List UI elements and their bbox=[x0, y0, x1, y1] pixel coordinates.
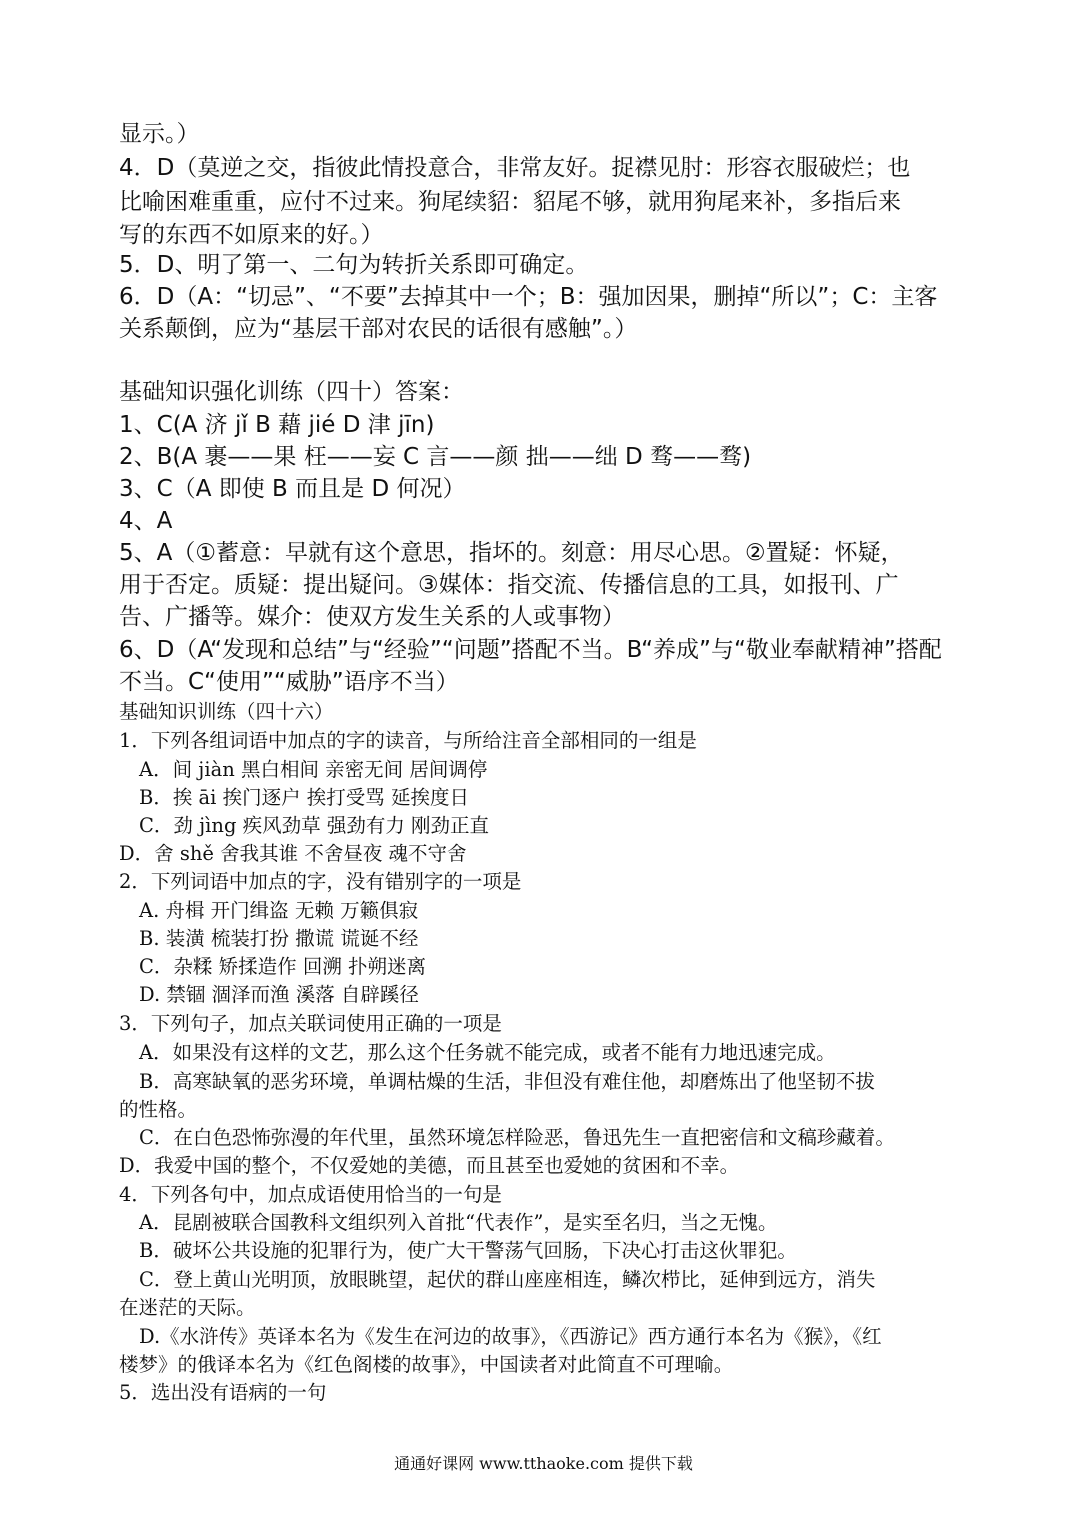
answers40-item-4: 4、A bbox=[119, 508, 173, 534]
question-4-option-d-line1: D.《水浒传》英译本名为《发生在河边的故事》，《西游记》西方通行本名为《猴》，《红 bbox=[139, 1325, 882, 1348]
question-1-option-d: D．舍 shě 舍我其谁 不舍昼夜 魂不守舍 bbox=[119, 842, 467, 865]
question-5-stem: 5．选出没有语病的一句 bbox=[119, 1381, 327, 1404]
question-3-option-a: A．如果没有这样的文艺，那么这个任务就不能完成，或者不能有力地迅速完成。 bbox=[139, 1041, 836, 1064]
page-footer: 通通好课网 www.tthaoke.com 提供下载 bbox=[394, 1454, 693, 1473]
question-3-option-b-line1: B．高寒缺氧的恶劣环境，单调枯燥的生活，非但没有难住他，却磨炼出了他坚韧不拔 bbox=[139, 1070, 875, 1093]
question-2-option-d: D. 禁锢 涸泽而渔 溪落 自辟蹊径 bbox=[139, 983, 419, 1006]
question-3-option-c: C．在白色恐怖弥漫的年代里，虽然环境怎样险恶，鲁迅先生一直把密信和文稿珍藏着。 bbox=[139, 1126, 895, 1149]
prev-answer-4-line2: 比喻困难重重，应付不过来。狗尾续貂：貂尾不够，就用狗尾来补，多指后来 bbox=[119, 189, 901, 215]
answers40-item-3: 3、C（A 即使 B 而且是 D 何况） bbox=[119, 476, 466, 502]
question-4-option-c-line2: 在迷茫的天际。 bbox=[119, 1296, 256, 1319]
question-1-option-c: C．劲 jìng 疾风劲草 强劲有力 刚劲正直 bbox=[139, 814, 490, 837]
question-4-option-a: A．昆剧被联合国教科文组织列入首批“代表作”，是实至名归，当之无愧。 bbox=[139, 1211, 778, 1234]
prev-answer-4-line1: 4．D（莫逆之交，指彼此情投意合，非常友好。捉襟见肘：形容衣服破烂；也 bbox=[119, 155, 911, 181]
question-2-option-a: A. 舟楫 开门缉盗 无赖 万籁俱寂 bbox=[139, 899, 419, 922]
question-4-option-b: B．破坏公共设施的犯罪行为，使广大干警荡气回肠，下决心打击这伙罪犯。 bbox=[139, 1239, 797, 1262]
exercise46-title: 基础知识训练（四十六） bbox=[119, 700, 334, 723]
question-4-stem: 4．下列各句中，加点成语使用恰当的一句是 bbox=[119, 1183, 502, 1206]
answers40-title: 基础知识强化训练（四十）答案： bbox=[119, 379, 464, 405]
prev-answer-line: 显示。） bbox=[119, 121, 200, 147]
prev-answer-5: 5．D、明了第一、二句为转折关系即可确定。 bbox=[119, 252, 589, 278]
question-3-option-b-line2: 的性格。 bbox=[119, 1098, 198, 1121]
answers40-item-5-line2: 用于否定。质疑：提出疑问。③媒体：指交流、传播信息的工具，如报刊、广 bbox=[119, 572, 899, 598]
question-1-option-b: B．挨 āi 挨门逐户 挨打受骂 延挨度日 bbox=[139, 786, 469, 809]
question-4-option-d-line2: 楼梦》的俄译本名为《红色阁楼的故事》，中国读者对此简直不可理喻。 bbox=[119, 1353, 734, 1376]
answers40-item-5-line1: 5、A（①蓄意：早就有这个意思，指坏的。刻意：用尽心思。②置疑：怀疑， bbox=[119, 540, 904, 566]
question-2-option-b: B. 装潢 梳装打扮 撒谎 谎诞不经 bbox=[139, 927, 419, 950]
question-3-stem: 3．下列句子，加点关联词使用正确的一项是 bbox=[119, 1012, 502, 1035]
question-2-stem: 2．下列词语中加点的字，没有错别字的一项是 bbox=[119, 870, 522, 893]
answers40-item-2: 2、B(A 裹——果 枉——妄 C 言——颜 拙——绌 D 骛——骛) bbox=[119, 444, 752, 470]
answers40-item-6-line1: 6、D（A“发现和总结”与“经验”“问题”搭配不当。B“养成”与“敬业奉献精神”搭配 bbox=[119, 637, 942, 663]
prev-answer-4-line3: 写的东西不如原来的好。） bbox=[119, 222, 384, 248]
prev-answer-6-line2: 关系颠倒，应为“基层干部对农民的话很有感触”。） bbox=[119, 316, 638, 342]
answers40-item-1: 1、C(A 济 jǐ B 藉 jié D 津 jīn) bbox=[119, 412, 435, 438]
question-1-stem: 1．下列各组词语中加点的字的读音，与所给注音全部相同的一组是 bbox=[119, 729, 697, 752]
question-1-option-a: A．间 jiàn 黑白相间 亲密无间 居间调停 bbox=[139, 758, 488, 781]
question-2-option-c: C．杂糅 矫揉造作 回溯 扑朔迷离 bbox=[139, 955, 427, 978]
question-4-option-c-line1: C．登上黄山光明顶，放眼眺望，起伏的群山座座相连，鳞次栉比，延伸到远方，消失 bbox=[139, 1268, 876, 1291]
question-3-option-d: D．我爱中国的整个，不仅爱她的美德，而且甚至也爱她的贫困和不幸。 bbox=[119, 1154, 740, 1177]
answers40-item-6-line2: 不当。C“使用”“威胁”语序不当） bbox=[119, 669, 459, 695]
prev-answer-6-line1: 6．D（A：“切忌”、“不要”去掉其中一个；B：强加因果，删掉“所以”；C：主客 bbox=[119, 284, 938, 310]
answers40-item-5-line3: 告、广播等。媒介：使双方发生关系的人或事物） bbox=[119, 604, 625, 630]
